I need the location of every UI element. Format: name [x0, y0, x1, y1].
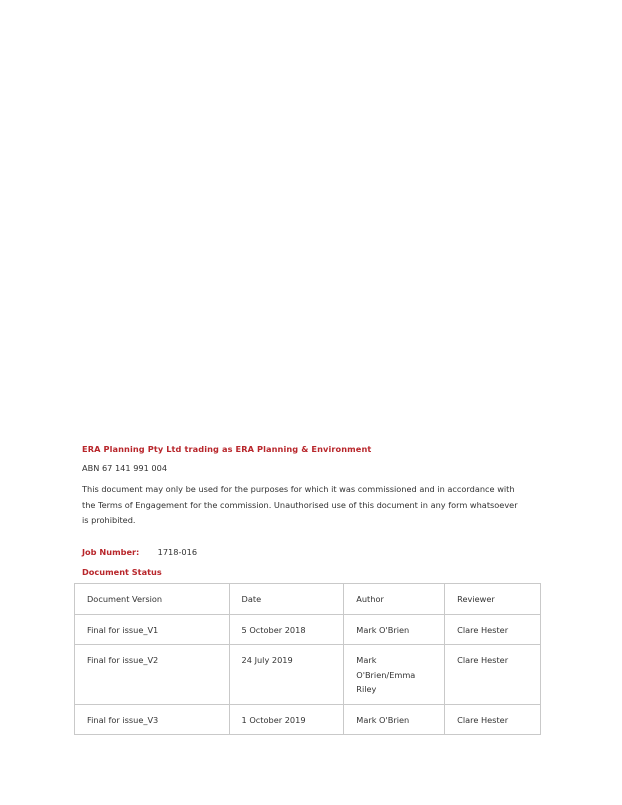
cell-author: Mark O'Brien [344, 614, 445, 645]
document-status-table [74, 583, 541, 735]
table-row [75, 645, 541, 705]
job-number-value: 1718-016 [157, 547, 198, 557]
cell-reviewer: Clare Hester [445, 645, 541, 705]
cell-author: Mark O'Brien [344, 704, 445, 735]
cell-reviewer: Clare Hester [445, 704, 541, 735]
abn-number: ABN 67 141 991 004 [82, 463, 168, 473]
disclaimer-text: This document may only be used for the purposes for which it was commissioned and in accordance with the Terms of Engagement for the commission. Unauthorised use of this document in any form whatsoever is prohibited. [82, 484, 518, 525]
cell-author: Mark O'Brien/Emma Riley [344, 645, 445, 705]
header-date: Date [229, 584, 344, 615]
cell-version: Final for issue_V3 [75, 704, 230, 735]
job-number-label: Job Number: [82, 547, 140, 557]
company-name: ERA Planning Pty Ltd trading as ERA Planning & Environment [82, 444, 372, 454]
header-document-version: Document Version [75, 584, 230, 615]
document-status-title: Document Status [82, 567, 162, 577]
table-header-row [75, 584, 541, 615]
cell-version: Final for issue_V2 [75, 645, 230, 705]
cell-date: 24 July 2019 [229, 645, 344, 705]
cell-date: 5 October 2018 [229, 614, 344, 645]
header-reviewer: Reviewer [445, 584, 541, 615]
cell-version: Final for issue_V1 [75, 614, 230, 645]
cell-date: 1 October 2019 [229, 704, 344, 735]
table-row [75, 704, 541, 735]
header-author: Author [344, 584, 445, 615]
cell-reviewer: Clare Hester [445, 614, 541, 645]
job-number [82, 547, 197, 557]
table-row [75, 614, 541, 645]
